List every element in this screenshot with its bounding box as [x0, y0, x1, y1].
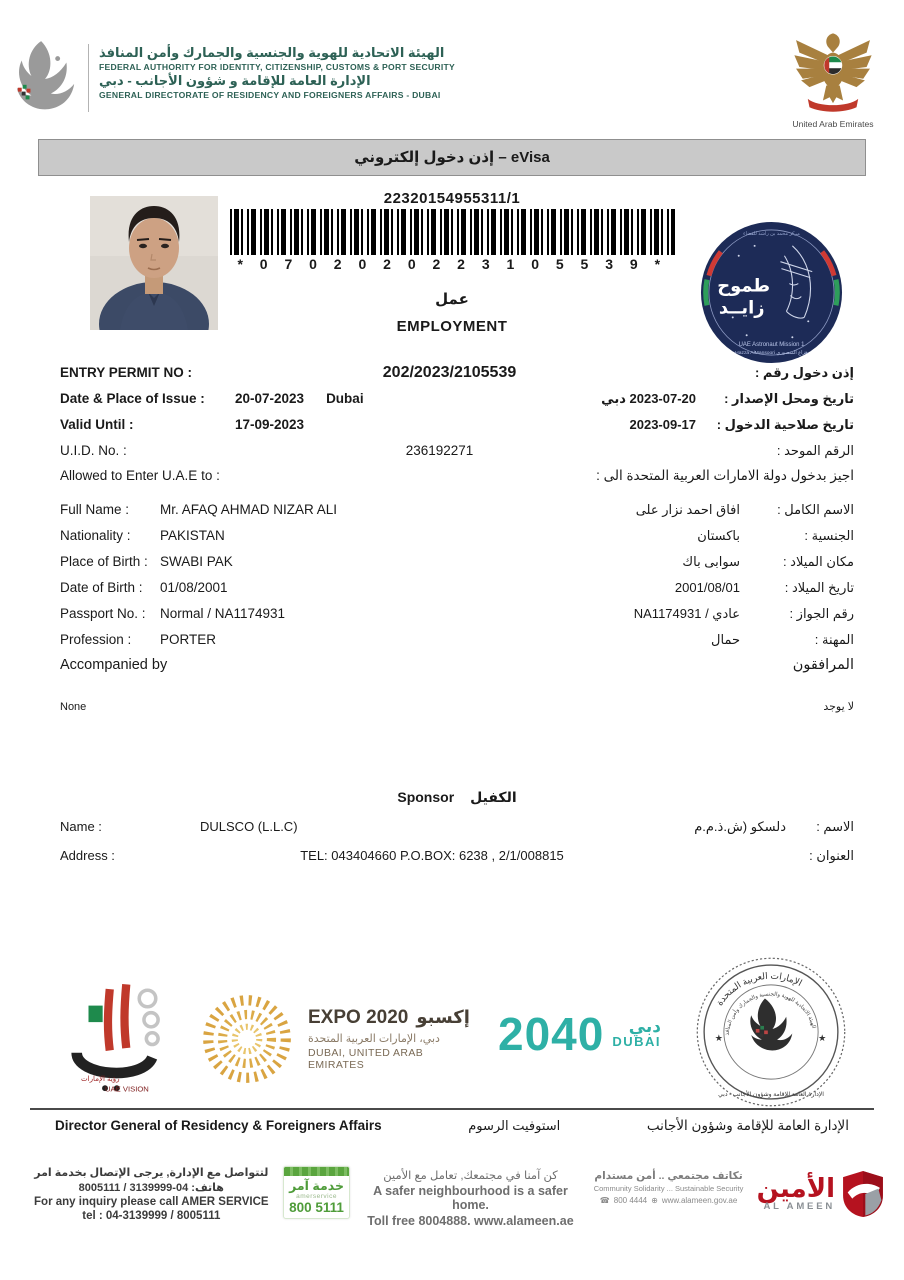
entry-permit-label-ar: إذن دخول رقم :: [754, 365, 854, 380]
header-divider: [88, 44, 89, 112]
expo-subtitle-ar: دبي، الإمارات العربية المتحدة: [308, 1033, 440, 1045]
amer-service-badge: [283, 1166, 351, 1219]
header: [12, 30, 892, 132]
sponsor-heading-en: Sponsor: [397, 789, 455, 805]
field-allowed-to-enter: [60, 468, 854, 484]
valid-value-en: 17-09-2023: [235, 417, 305, 432]
valid-label-en: Valid Until :: [60, 417, 134, 432]
hero-section: [0, 190, 904, 362]
amer-contact-ar2: هاتف: 04-3139999 / 8005111: [78, 1182, 224, 1194]
passport-value: Normal / NA1174931: [160, 606, 286, 621]
allowed-label-ar: اجيز بدخول دولة الامارات العربية المتحدة الى :: [596, 468, 854, 483]
accompanied-label-ar: المرافقون: [792, 657, 854, 673]
svg-text:★: ★: [714, 1033, 723, 1044]
signature-divider: [30, 1108, 874, 1110]
field-accompanied-by: [60, 657, 854, 673]
sponsor-name-value: DULSCO (L.L.C): [200, 819, 298, 834]
profession-value-ar: حمال: [711, 632, 740, 647]
nationality-label-ar: الجنسية :: [804, 528, 854, 543]
expo-title-ar: إكسبو: [416, 1007, 470, 1027]
badge-caption-name: Hazza AlMansoori هزاع المنصوري: [735, 351, 808, 357]
authority-text-block: [99, 45, 455, 132]
amer-contact-en1: For any inquiry please call AMER SERVICE: [34, 1196, 269, 1208]
directorate-name-en: GENERAL DIRECTORATE OF RESIDENCY AND FOREIGNERS AFFAIRS - DUBAI: [99, 90, 441, 100]
amer-badge-name-ar: خدمة آمر: [289, 1179, 344, 1193]
field-accompanied-none: [60, 700, 854, 713]
solidarity-phone: 800 4444: [613, 1196, 648, 1205]
authority-name-ar: الهيئة الاتحادية للهوية والجنسية والجمارك وأمن المنافذ: [99, 45, 445, 60]
full-name-value: Mr. AFAQ AHMAD NIZAR ALI: [160, 502, 338, 517]
phone-icon: ☎: [599, 1196, 610, 1205]
birth-date-value: 01/08/2001: [160, 580, 228, 595]
amer-contact-ar1: لتتواصل مع الإدارة, يرجى الإتصال بخدمة امر: [34, 1167, 269, 1179]
visa-type-ar: عمل: [435, 291, 469, 308]
profession-label-en: Profession :: [60, 632, 132, 647]
globe-icon: ⊕: [651, 1196, 658, 1205]
dubai2040-number: 2040: [498, 1008, 605, 1060]
accompanied-none-en: None: [60, 701, 87, 713]
solidarity-en: Community Solidarity ... Sustainable Security: [593, 1184, 744, 1193]
uae-emblem-icon: [791, 30, 875, 114]
issue-value-en: 20-07-2023 Dubai: [235, 391, 364, 406]
amer-badge-number: 800 5111: [289, 1200, 344, 1215]
issue-label-en: Date & Place of Issue :: [60, 391, 205, 406]
field-profession: [60, 631, 854, 648]
accompanied-label-en: Accompanied by: [60, 657, 168, 673]
badge-title-line2: زايــد: [718, 297, 765, 318]
expo-title-en: EXPO 2020: [308, 1007, 409, 1028]
badge-caption-mission: UAE Astronaut Mission 1: [738, 342, 805, 349]
amer-badge-header-strip: [284, 1167, 350, 1176]
expo2020-text: [308, 1007, 481, 1071]
barcode-block: [222, 190, 682, 335]
field-entry-permit-no: [60, 364, 854, 381]
field-place-of-birth: [60, 553, 854, 570]
solidarity-ar: تكاتف مجتمعي .. أمن مستدام: [594, 1170, 743, 1182]
footer: [30, 1166, 886, 1228]
valid-label-ar: تاريخ صلاحية الدخول :: [716, 417, 854, 432]
field-nationality: [60, 527, 854, 544]
issue-value-ar: 2023-07-20 دبي: [601, 391, 696, 406]
uae-vision-logo: [58, 982, 178, 1100]
expo-subtitle-en: DUBAI, UNITED ARAB EMIRATES: [308, 1047, 424, 1071]
sponsor-heading-ar: الكفيل: [470, 789, 517, 805]
birth-date-label-ar: تاريخ الميلاد :: [784, 580, 854, 595]
sponsor-address-label-en: Address :: [60, 848, 115, 863]
document-title-bar: إذن دخول إلكتروني – eVisa: [38, 139, 866, 176]
alameen-logo: [757, 1168, 886, 1220]
permit-fields: [60, 364, 854, 864]
alameen-logo-en: AL AMEEN: [763, 1201, 835, 1212]
passport-label-ar: رقم الجواز :: [789, 606, 854, 621]
barcode-readable-value: * 0 7 0 2 0 2 0 2 2 3 1 0 5 5 3 9 *: [237, 256, 667, 272]
vision-caption-ar: رؤية الإمارات: [81, 1075, 120, 1084]
alameen-message-ar: كن آمنا في مجتمعك, تعامل مع الأمين: [383, 1170, 558, 1182]
amer-badge-name-en: amerservice: [296, 1193, 337, 1200]
uid-value: 236192271: [405, 443, 474, 458]
accompanied-none-ar: لا يوجد: [823, 701, 854, 713]
alameen-message-en: A safer neighbourhood is a safer home.: [373, 1184, 568, 1212]
directorate-name-ar: الإدارة العامة للإقامة و شؤون الأجانب - دبي: [99, 73, 371, 88]
barcode-number: 22320154955311/1: [383, 190, 521, 207]
uid-label-en: U.I.D. No. :: [60, 443, 127, 458]
nationality-label-en: Nationality :: [60, 528, 131, 543]
full-name-value-ar: افاق احمد نزار على: [635, 502, 740, 517]
stamp-text-mid: الهيئة الاتحادية للهوية والجنسية والجمارك وأمن المنافذ: [724, 991, 817, 1036]
sponsor-address-label-ar: العنوان :: [809, 848, 854, 863]
directorate-title-ar: الإدارة العامة للإقامة وشؤون الأجانب: [646, 1118, 849, 1133]
profession-value: PORTER: [160, 632, 217, 647]
profession-label-ar: المهنة :: [814, 632, 854, 647]
nationality-value-ar: باكستان: [697, 528, 740, 543]
alameen-shield-icon: [840, 1168, 886, 1220]
dubai2040-logo: [498, 1008, 662, 1060]
passport-label-en: Passport No. :: [60, 606, 146, 621]
sponsor-address-row: [60, 848, 854, 864]
birth-date-label-en: Date of Birth :: [60, 580, 143, 595]
solidarity-site: www.alameen.gov.ae: [661, 1196, 738, 1205]
svg-text:★: ★: [818, 1033, 827, 1044]
field-passport-no: [60, 605, 854, 622]
alameen-message-block: [360, 1168, 580, 1228]
sponsor-name-value-ar: دلسكو (ش.ذ.م.م: [694, 819, 786, 834]
field-date-of-birth: [60, 579, 854, 596]
dubai2040-city-ar: دبي: [628, 1017, 662, 1036]
birth-place-value-ar: سوابى باك: [682, 554, 740, 569]
stamp-text-bottom: الإدارة العامة للإقامة وشؤون الأجانب - دبي: [718, 1090, 824, 1098]
field-valid-until: [60, 416, 854, 433]
birth-place-value: SWABI PAK: [160, 554, 233, 569]
uid-label-ar: الرقم الموحد :: [776, 443, 854, 458]
sponsor-heading: [60, 789, 854, 806]
emblem-caption: United Arab Emirates: [792, 119, 874, 129]
stamp-text-top: الإمارات العربية المتحدة: [714, 970, 804, 1008]
entry-permit-label-en: ENTRY PERMIT NO :: [60, 365, 193, 380]
birth-place-label-ar: مكان الميلاد :: [782, 554, 854, 569]
full-name-label-en: Full Name :: [60, 502, 130, 517]
authority-name-en: FEDERAL AUTHORITY FOR IDENTITY, CITIZENSHIP, CUSTOMS & PORT SECURITY: [99, 62, 456, 72]
director-general-title-en: Director General of Residency & Foreigners Affairs: [55, 1118, 382, 1133]
community-solidarity-block: [591, 1170, 747, 1205]
gdrfa-falcon-logo-icon: [12, 38, 80, 118]
passport-value-ar: عادي / NA1174931: [633, 606, 740, 621]
entry-permit-value: 202/2023/2105539: [382, 364, 517, 381]
alameen-tollfree: Toll free 8004888. www.alameen.ae: [367, 1214, 574, 1228]
zayed-ambition-mission-badge: [697, 218, 846, 367]
field-issue-date-place: [60, 390, 854, 407]
sponsor-address-value: TEL: 043404660 P.O.BOX: 6238 , 2/1/008815: [300, 848, 564, 863]
amer-contact-block: [30, 1166, 273, 1222]
full-name-label-ar: الاسم الكامل :: [777, 502, 854, 517]
applicant-photo: [90, 196, 218, 330]
dubai2040-city-en: DUBAI: [612, 1034, 662, 1049]
nationality-value: PAKISTAN: [160, 528, 225, 543]
badge-title-line1: طموح: [717, 275, 771, 296]
field-uid: [60, 442, 854, 459]
valid-value-ar: 2023-09-17: [629, 417, 696, 432]
fees-collected-ar: استوفيت الرسوم: [468, 1118, 561, 1133]
sponsor-name-row: [60, 819, 854, 835]
expo2020-mandala-icon: [196, 988, 298, 1090]
birth-date-value-ar: 2001/08/01: [674, 580, 740, 595]
badge-top-text: مركز محمد بن راشد للفضاء: [743, 231, 800, 237]
birth-place-label-en: Place of Birth :: [60, 554, 148, 569]
barcode: [230, 209, 675, 255]
field-full-name: [60, 501, 854, 518]
vision-caption-en: UAE VISION: [105, 1084, 149, 1094]
amer-contact-en2: tel : 04-3139999 / 8005111: [82, 1210, 221, 1222]
official-stamp-icon: [695, 956, 847, 1108]
sponsor-name-label-ar: الاسم :: [816, 819, 854, 834]
expo2020-logo: [196, 988, 481, 1090]
allowed-label-en: Allowed to Enter U.A.E to :: [60, 468, 220, 483]
uae-emblem-block: [774, 30, 892, 132]
alameen-logo-ar: الأمين: [756, 1173, 835, 1203]
issue-label-ar: تاريخ ومحل الإصدار :: [724, 391, 854, 406]
visa-type-en: EMPLOYMENT: [396, 318, 508, 335]
signature-row: [55, 1118, 849, 1134]
sponsor-name-label-en: Name :: [60, 819, 102, 834]
